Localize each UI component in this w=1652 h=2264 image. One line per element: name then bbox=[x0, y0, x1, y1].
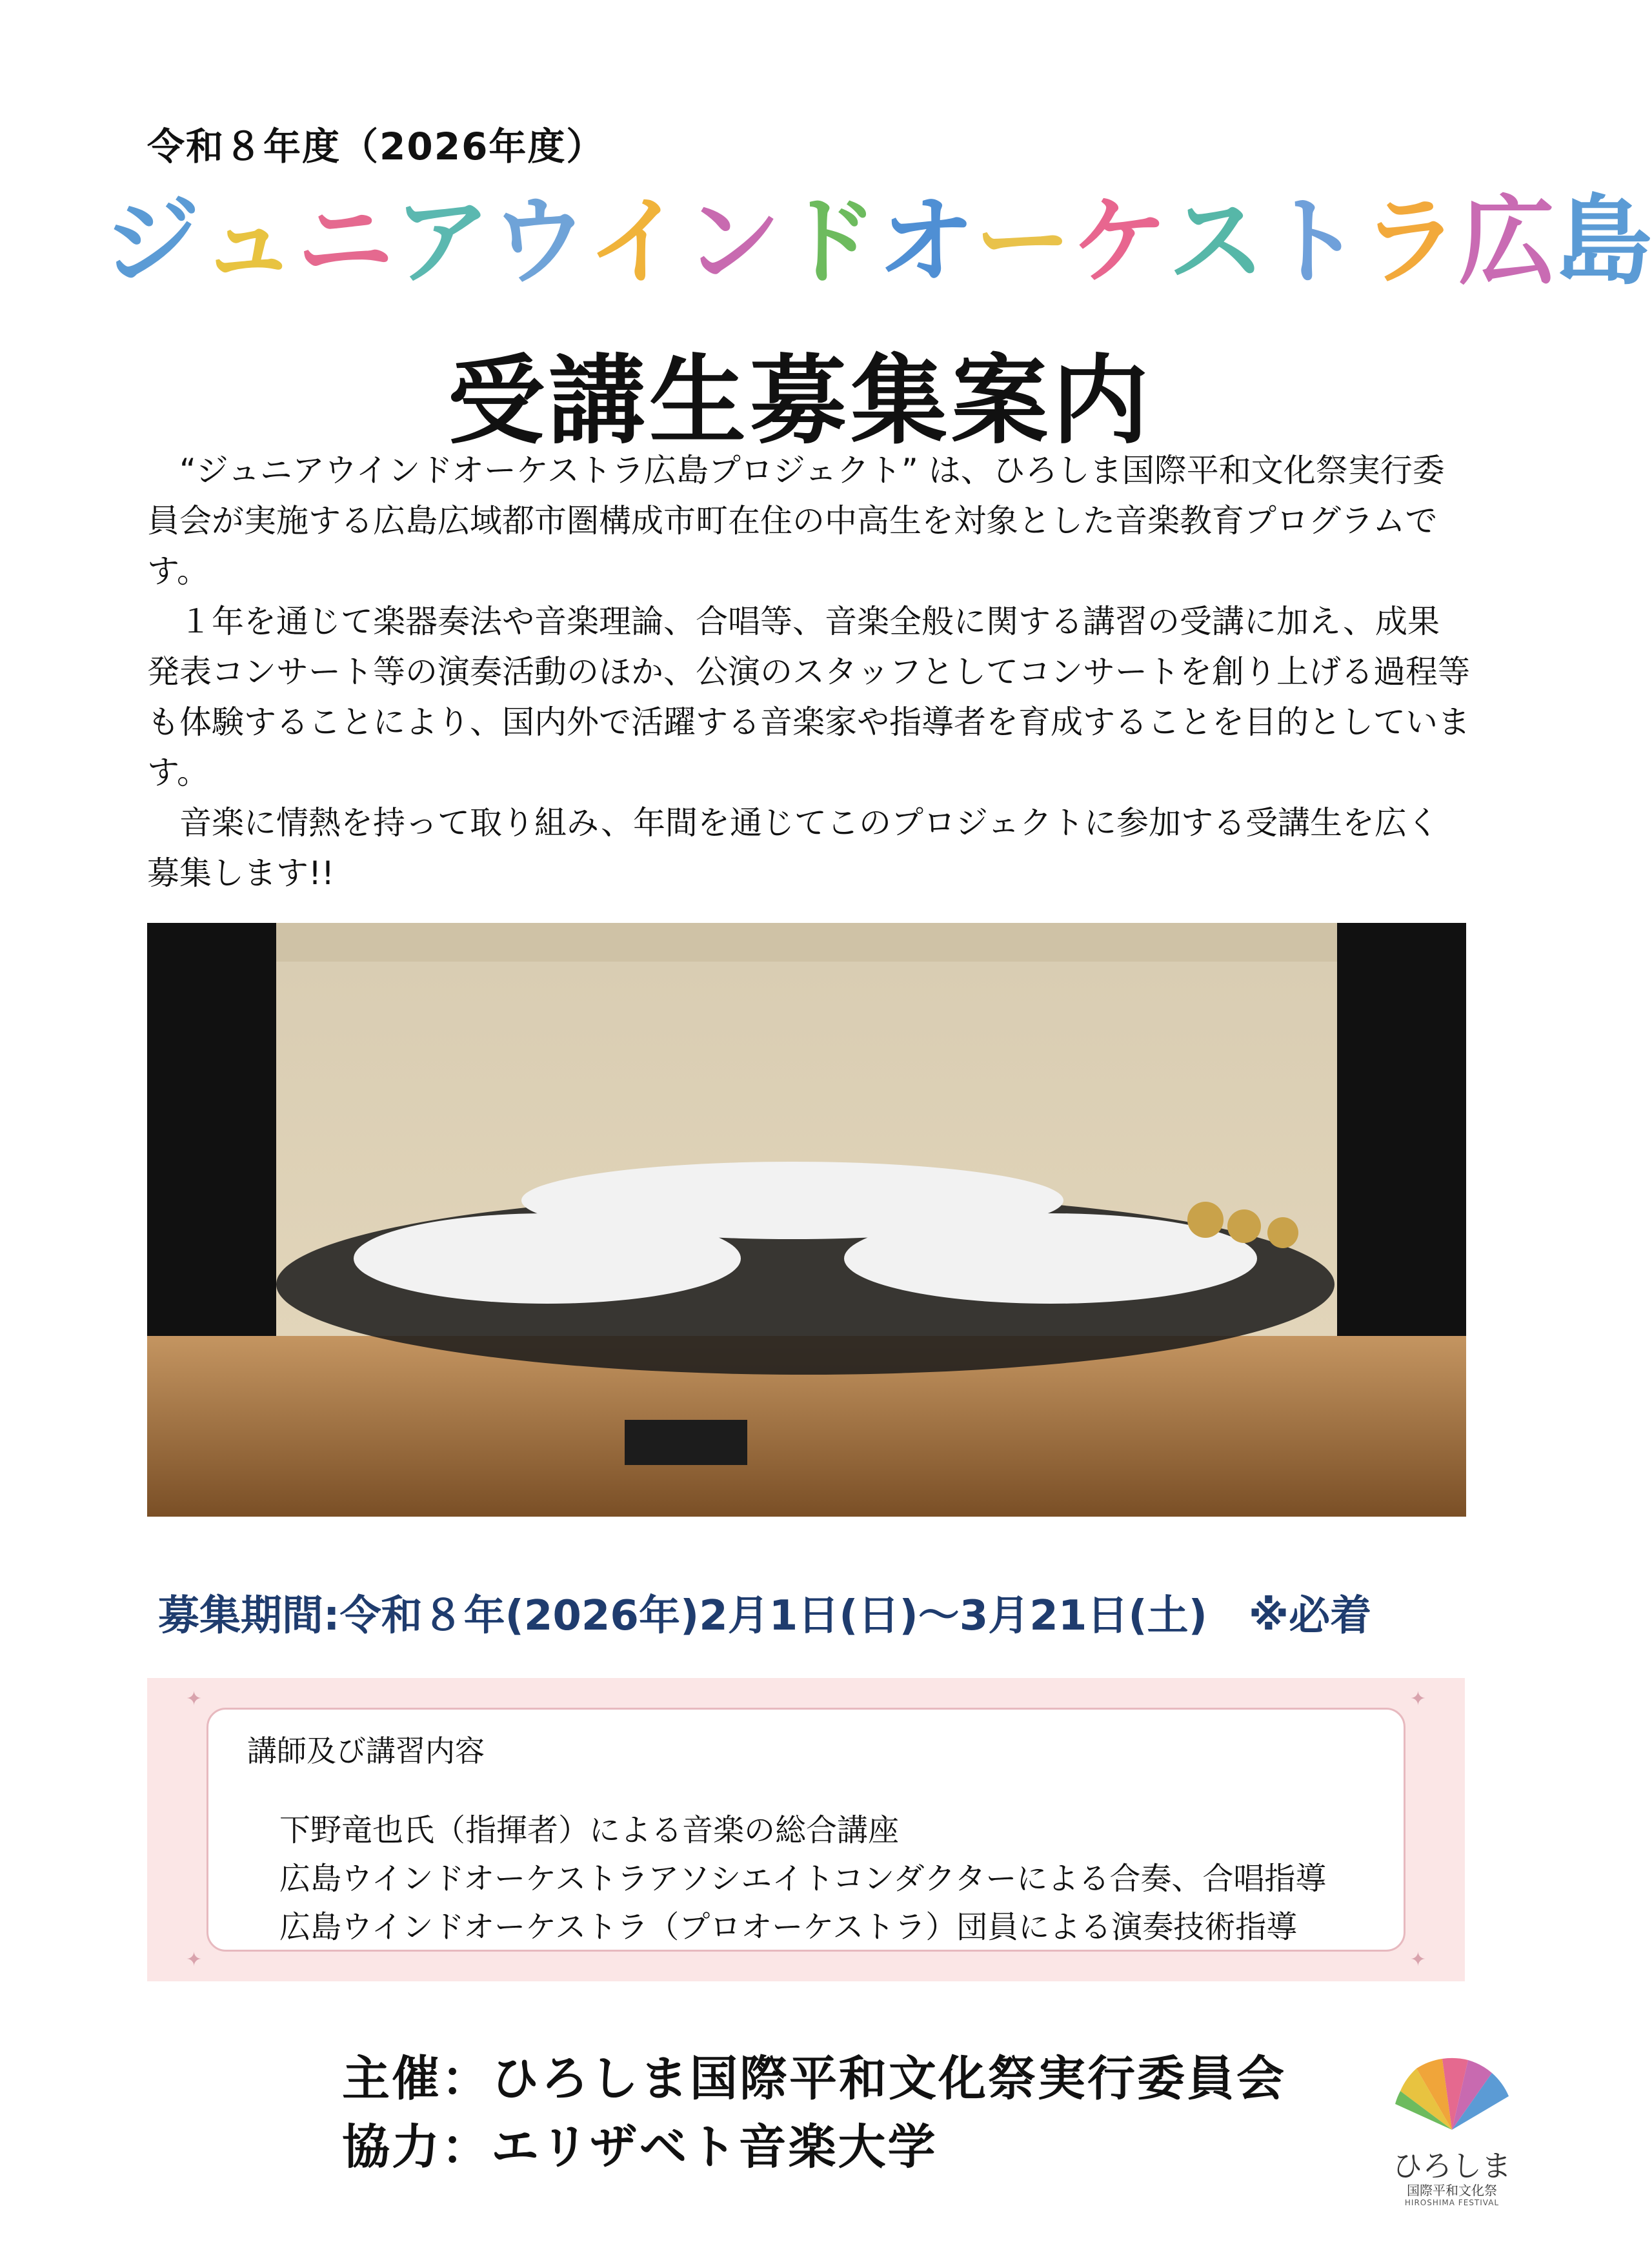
cooperation-line: 協力：エリザベト音楽大学 bbox=[342, 2119, 938, 2175]
logo-subtitle: 国際平和文化祭 bbox=[1407, 2183, 1497, 2198]
festival-logo bbox=[1387, 2033, 1516, 2227]
recruitment-subtitle: 受講生募集案内 bbox=[447, 345, 1153, 458]
title-char: イ bbox=[587, 186, 685, 298]
year-heading: 令和８年度（2026年度） bbox=[147, 125, 605, 168]
list-item: 下野竜也氏（指揮者）による音楽の総合講座 bbox=[279, 1812, 900, 1848]
title-char: ウ bbox=[490, 186, 588, 298]
title-char: ス bbox=[1168, 186, 1265, 298]
organizer-line: 主催：ひろしま国際平和文化祭実行委員会 bbox=[342, 2051, 1286, 2107]
program-title bbox=[103, 186, 1652, 298]
instructor-heading: 講師及び講習内容 bbox=[247, 1733, 485, 1768]
intro-paragraph: “ジュニアウインドオーケストラ広島プロジェクト” は、ひろしま国際平和文化祭実行委員会が実施する広島広域都市圏構成市町在住の中高生を対象とした音楽教育プログラムです。 bbox=[147, 452, 1445, 590]
title-char: ラ bbox=[1362, 186, 1459, 298]
instructor-list bbox=[279, 1806, 1326, 1952]
logo-english: HIROSHIMA FESTIVAL bbox=[1404, 2198, 1500, 2207]
footer-credits bbox=[342, 2045, 1286, 2181]
title-char: 島 bbox=[1555, 186, 1652, 298]
diamond-ornament-icon: ✦ bbox=[1409, 1688, 1426, 1710]
intro-paragraph: 音楽に情熱を持って取り組み、年間を通じてこのプロジェクトに参加する受講生を広く募集します!! bbox=[147, 804, 1439, 892]
title-char: 広 bbox=[1458, 186, 1556, 298]
instructor-box bbox=[147, 1678, 1465, 1981]
instructor-panel bbox=[206, 1708, 1405, 1952]
title-char: ト bbox=[1265, 186, 1362, 298]
list-item: 広島ウインドオーケストラ（プロオーケストラ）団員による演奏技術指導 bbox=[279, 1909, 1298, 1945]
title-char: ン bbox=[684, 186, 781, 298]
title-char: ア bbox=[394, 186, 491, 298]
title-char: ニ bbox=[297, 186, 394, 298]
title-char: ジ bbox=[103, 186, 201, 298]
recruitment-period: 募集期間:令和８年(2026年)2月1日(日)～3月21日(土) ※必着 bbox=[158, 1592, 1372, 1640]
intro-paragraph: １年を通じて楽器奏法や音楽理論、合唱等、音楽全般に関する講習の受講に加え、成果発表コンサート等の演奏活動のほか、公演のスタッフとしてコンサートを創り上げる過程等も体験することにより、国内外で活躍する音楽家や指導者を育成することを目的としています。 bbox=[147, 603, 1470, 791]
title-char: ー bbox=[974, 186, 1072, 298]
intro-text bbox=[147, 445, 1470, 898]
orchestra-photo bbox=[147, 923, 1466, 1517]
title-char: ド bbox=[781, 186, 878, 298]
fan-logo-icon bbox=[1387, 2033, 1516, 2143]
logo-name: ひろしま bbox=[1393, 2148, 1511, 2183]
title-char: ケ bbox=[1071, 186, 1169, 298]
diamond-ornament-icon: ✦ bbox=[186, 1688, 203, 1710]
title-char: ュ bbox=[200, 186, 297, 298]
diamond-ornament-icon: ✦ bbox=[1409, 1948, 1426, 1971]
list-item: 広島ウインドオーケストラアソシエイトコンダクターによる合奏、合唱指導 bbox=[279, 1861, 1327, 1897]
diamond-ornament-icon: ✦ bbox=[186, 1948, 203, 1971]
title-char: オ bbox=[878, 186, 975, 298]
